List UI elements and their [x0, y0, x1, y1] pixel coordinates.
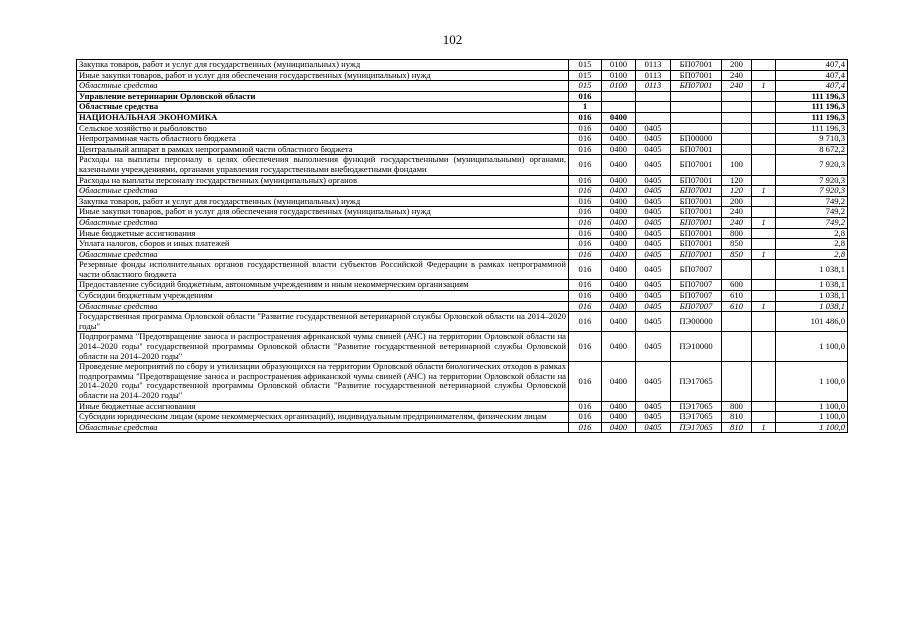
article-code-cell: БП07001 — [671, 81, 722, 92]
amount-cell: 1 100,0 — [776, 362, 848, 401]
section-code-cell: 0400 — [602, 112, 636, 123]
amount-cell: 8 672,2 — [776, 144, 848, 155]
expense-type-cell — [722, 332, 752, 362]
expense-type-cell — [722, 260, 752, 280]
admin-code-cell: 015 — [569, 60, 602, 71]
section-code-cell: 0400 — [602, 260, 636, 280]
funding-source-cell — [752, 196, 776, 207]
table-row — [77, 102, 848, 113]
admin-code-cell: 016 — [569, 249, 602, 260]
article-code-cell: ПЭ17065 — [671, 362, 722, 401]
admin-code-cell: 016 — [569, 422, 602, 433]
subsection-code-cell: 0405 — [636, 249, 671, 260]
table-row — [77, 280, 848, 291]
expense-type-cell — [722, 91, 752, 102]
article-code-cell: БП07001 — [671, 144, 722, 155]
row-name-cell: Областные средства — [77, 301, 569, 312]
admin-code-cell: 016 — [569, 332, 602, 362]
expense-type-cell: 810 — [722, 422, 752, 433]
amount-cell: 111 196,3 — [776, 91, 848, 102]
table-row — [77, 134, 848, 145]
table-row — [77, 291, 848, 302]
article-code-cell: ПЭ00000 — [671, 312, 722, 332]
row-name-cell: Субсидии юридическим лицам (кроме некоммерческих организаций), индивидуальным предпринимателям, физическим лицам — [77, 412, 569, 423]
section-code-cell: 0400 — [602, 332, 636, 362]
admin-code-cell: 016 — [569, 291, 602, 302]
funding-source-cell — [752, 91, 776, 102]
expense-type-cell: 120 — [722, 186, 752, 197]
row-name-cell: Областные средства — [77, 102, 569, 113]
admin-code-cell: 016 — [569, 228, 602, 239]
section-code-cell: 0400 — [602, 412, 636, 423]
subsection-code-cell: 0405 — [636, 312, 671, 332]
subsection-code-cell — [636, 112, 671, 123]
funding-source-cell — [752, 144, 776, 155]
expense-type-cell: 240 — [722, 207, 752, 218]
amount-cell: 1 100,0 — [776, 401, 848, 412]
expense-type-cell: 610 — [722, 291, 752, 302]
article-code-cell: БП07001 — [671, 228, 722, 239]
admin-code-cell: 016 — [569, 280, 602, 291]
subsection-code-cell — [636, 102, 671, 113]
table-row — [77, 60, 848, 71]
table-row — [77, 186, 848, 197]
article-code-cell: БП00000 — [671, 134, 722, 145]
article-code-cell: БП07001 — [671, 249, 722, 260]
amount-cell: 1 100,0 — [776, 412, 848, 423]
subsection-code-cell: 0405 — [636, 123, 671, 134]
section-code-cell: 0400 — [602, 228, 636, 239]
row-name-cell: Центральный аппарат в рамках непрограммной части областного бюджета — [77, 144, 569, 155]
section-code-cell: 0400 — [602, 155, 636, 175]
section-code-cell: 0400 — [602, 144, 636, 155]
subsection-code-cell: 0405 — [636, 301, 671, 312]
funding-source-cell — [752, 332, 776, 362]
table-row — [77, 312, 848, 332]
section-code-cell: 0400 — [602, 196, 636, 207]
expense-type-cell — [722, 144, 752, 155]
row-name-cell: Иные бюджетные ассигнования — [77, 228, 569, 239]
admin-code-cell: 016 — [569, 207, 602, 218]
section-code-cell: 0400 — [602, 291, 636, 302]
funding-source-cell — [752, 134, 776, 145]
table-row — [77, 362, 848, 401]
row-name-cell: Иные бюджетные ассигнования — [77, 401, 569, 412]
table-row — [77, 239, 848, 250]
table-row — [77, 228, 848, 239]
subsection-code-cell: 0405 — [636, 207, 671, 218]
subsection-code-cell: 0405 — [636, 217, 671, 228]
subsection-code-cell: 0405 — [636, 196, 671, 207]
section-code-cell: 0400 — [602, 217, 636, 228]
article-code-cell — [671, 123, 722, 134]
article-code-cell: БП07001 — [671, 60, 722, 71]
subsection-code-cell: 0405 — [636, 144, 671, 155]
article-code-cell: ПЭ17065 — [671, 422, 722, 433]
funding-source-cell — [752, 312, 776, 332]
article-code-cell: БП07001 — [671, 70, 722, 81]
subsection-code-cell: 0405 — [636, 175, 671, 186]
section-code-cell: 0100 — [602, 70, 636, 81]
funding-source-cell — [752, 70, 776, 81]
subsection-code-cell: 0405 — [636, 260, 671, 280]
section-code-cell: 0100 — [602, 81, 636, 92]
amount-cell: 101 486,0 — [776, 312, 848, 332]
subsection-code-cell — [636, 91, 671, 102]
section-code-cell: 0400 — [602, 249, 636, 260]
funding-source-cell — [752, 228, 776, 239]
expense-type-cell: 600 — [722, 280, 752, 291]
amount-cell: 111 196,3 — [776, 123, 848, 134]
amount-cell: 1 038,1 — [776, 260, 848, 280]
admin-code-cell: 016 — [569, 155, 602, 175]
table-row — [77, 112, 848, 123]
funding-source-cell — [752, 155, 776, 175]
amount-cell: 407,4 — [776, 60, 848, 71]
subsection-code-cell: 0405 — [636, 332, 671, 362]
subsection-code-cell: 0113 — [636, 60, 671, 71]
table-row — [77, 401, 848, 412]
amount-cell: 9 710,3 — [776, 134, 848, 145]
row-name-cell: Предоставление субсидий бюджетным, автономным учреждениям и иным некоммерческим организациям — [77, 280, 569, 291]
funding-source-cell: 1 — [752, 301, 776, 312]
amount-cell: 1 038,1 — [776, 291, 848, 302]
section-code-cell — [602, 102, 636, 113]
admin-code-cell: 015 — [569, 70, 602, 81]
section-code-cell: 0400 — [602, 207, 636, 218]
admin-code-cell: 016 — [569, 112, 602, 123]
row-name-cell: Иные закупки товаров, работ и услуг для обеспечения государственных (муниципальных) нужд — [77, 70, 569, 81]
funding-source-cell: 1 — [752, 422, 776, 433]
table-row — [77, 332, 848, 362]
table-row — [77, 249, 848, 260]
row-name-cell: Непрограммная часть областного бюджета — [77, 134, 569, 145]
expense-type-cell — [722, 102, 752, 113]
section-code-cell: 0400 — [602, 123, 636, 134]
section-code-cell: 0400 — [602, 175, 636, 186]
section-code-cell: 0400 — [602, 401, 636, 412]
section-code-cell: 0400 — [602, 312, 636, 332]
article-code-cell: БП07007 — [671, 280, 722, 291]
row-name-cell: Государственная программа Орловской области "Развитие государственной ветеринарной службы Орловской области на 2014–2020 годы" — [77, 312, 569, 332]
amount-cell: 1 100,0 — [776, 422, 848, 433]
amount-cell: 111 196,3 — [776, 102, 848, 113]
expense-type-cell: 100 — [722, 155, 752, 175]
article-code-cell: ПЭ10000 — [671, 332, 722, 362]
row-name-cell: Подпрограмма "Предотвращение заноса и распространения африканской чумы свиней (АЧС) на территории Орловской области на 2014–2020 годы" государственной программы Орловской области "Развитие государственной ветеринарной службы Орловской области на 2014–2020 годы" — [77, 332, 569, 362]
amount-cell: 1 038,1 — [776, 280, 848, 291]
admin-code-cell: 016 — [569, 91, 602, 102]
row-name-cell: Уплата налогов, сборов и иных платежей — [77, 239, 569, 250]
table-row — [77, 422, 848, 433]
expense-type-cell: 800 — [722, 401, 752, 412]
funding-source-cell: 1 — [752, 186, 776, 197]
row-name-cell: Сельское хозяйство и рыболовство — [77, 123, 569, 134]
subsection-code-cell: 0113 — [636, 70, 671, 81]
budget-table — [76, 59, 848, 433]
expense-type-cell: 810 — [722, 412, 752, 423]
section-code-cell — [602, 91, 636, 102]
article-code-cell: БП07007 — [671, 260, 722, 280]
table-row — [77, 260, 848, 280]
row-name-cell: Резервные фонды исполнительных органов государственной власти субъектов Российской Федерации в рамках непрограммной части областного бюджета — [77, 260, 569, 280]
admin-code-cell: 016 — [569, 239, 602, 250]
row-name-cell: Закупка товаров, работ и услуг для государственных (муниципальных) нужд — [77, 60, 569, 71]
row-name-cell: Областные средства — [77, 249, 569, 260]
admin-code-cell: 016 — [569, 144, 602, 155]
amount-cell: 749,2 — [776, 217, 848, 228]
expense-type-cell: 850 — [722, 239, 752, 250]
expense-type-cell: 800 — [722, 228, 752, 239]
expense-type-cell: 200 — [722, 60, 752, 71]
subsection-code-cell: 0405 — [636, 228, 671, 239]
article-code-cell: БП07007 — [671, 301, 722, 312]
admin-code-cell: 016 — [569, 362, 602, 401]
row-name-cell: Иные закупки товаров, работ и услуг для обеспечения государственных (муниципальных) нужд — [77, 207, 569, 218]
funding-source-cell — [752, 112, 776, 123]
table-row — [77, 70, 848, 81]
funding-source-cell — [752, 260, 776, 280]
row-name-cell: Областные средства — [77, 81, 569, 92]
funding-source-cell — [752, 412, 776, 423]
funding-source-cell — [752, 280, 776, 291]
admin-code-cell: 016 — [569, 312, 602, 332]
amount-cell: 1 100,0 — [776, 332, 848, 362]
row-name-cell: Областные средства — [77, 186, 569, 197]
article-code-cell: БП07001 — [671, 186, 722, 197]
table-row — [77, 412, 848, 423]
subsection-code-cell: 0405 — [636, 362, 671, 401]
subsection-code-cell: 0405 — [636, 422, 671, 433]
expense-type-cell — [722, 362, 752, 401]
row-name-cell: Расходы на выплаты персоналу государственных (муниципальных) органов — [77, 175, 569, 186]
funding-source-cell: 1 — [752, 81, 776, 92]
subsection-code-cell: 0405 — [636, 186, 671, 197]
amount-cell: 2,8 — [776, 228, 848, 239]
subsection-code-cell: 0405 — [636, 291, 671, 302]
expense-type-cell: 610 — [722, 301, 752, 312]
amount-cell: 407,4 — [776, 81, 848, 92]
expense-type-cell — [722, 312, 752, 332]
section-code-cell: 0400 — [602, 186, 636, 197]
page-number: 102 — [442, 32, 463, 47]
subsection-code-cell: 0405 — [636, 134, 671, 145]
admin-code-cell: 016 — [569, 217, 602, 228]
article-code-cell: БП07001 — [671, 155, 722, 175]
section-code-cell: 0100 — [602, 60, 636, 71]
expense-type-cell: 200 — [722, 196, 752, 207]
amount-cell: 7 920,3 — [776, 186, 848, 197]
funding-source-cell — [752, 291, 776, 302]
table-row — [77, 207, 848, 218]
funding-source-cell — [752, 207, 776, 218]
amount-cell: 407,4 — [776, 70, 848, 81]
funding-source-cell — [752, 60, 776, 71]
subsection-code-cell: 0405 — [636, 412, 671, 423]
subsection-code-cell: 0405 — [636, 401, 671, 412]
amount-cell: 2,8 — [776, 239, 848, 250]
article-code-cell — [671, 91, 722, 102]
expense-type-cell: 240 — [722, 81, 752, 92]
expense-type-cell — [722, 123, 752, 134]
funding-source-cell — [752, 362, 776, 401]
table-row — [77, 155, 848, 175]
funding-source-cell — [752, 239, 776, 250]
expense-type-cell: 240 — [722, 70, 752, 81]
funding-source-cell: 1 — [752, 217, 776, 228]
row-name-cell: Управление ветеринарии Орловской области — [77, 91, 569, 102]
expense-type-cell — [722, 112, 752, 123]
amount-cell: 749,2 — [776, 207, 848, 218]
article-code-cell: ПЭ17065 — [671, 401, 722, 412]
funding-source-cell — [752, 102, 776, 113]
section-code-cell: 0400 — [602, 134, 636, 145]
article-code-cell: БП07001 — [671, 239, 722, 250]
funding-source-cell: 1 — [752, 249, 776, 260]
admin-code-cell: 015 — [569, 81, 602, 92]
subsection-code-cell: 0405 — [636, 239, 671, 250]
section-code-cell: 0400 — [602, 362, 636, 401]
subsection-code-cell: 0405 — [636, 280, 671, 291]
section-code-cell: 0400 — [602, 239, 636, 250]
expense-type-cell — [722, 134, 752, 145]
amount-cell: 7 920,3 — [776, 175, 848, 186]
admin-code-cell: 016 — [569, 175, 602, 186]
table-row — [77, 123, 848, 134]
table-row — [77, 196, 848, 207]
table-row — [77, 91, 848, 102]
section-code-cell: 0400 — [602, 280, 636, 291]
funding-source-cell — [752, 175, 776, 186]
table-row — [77, 301, 848, 312]
funding-source-cell — [752, 123, 776, 134]
budget-table-body — [77, 60, 848, 433]
article-code-cell: БП07001 — [671, 207, 722, 218]
admin-code-cell: 016 — [569, 412, 602, 423]
amount-cell: 749,2 — [776, 196, 848, 207]
amount-cell: 1 038,1 — [776, 301, 848, 312]
admin-code-cell: 016 — [569, 123, 602, 134]
article-code-cell: БП07001 — [671, 196, 722, 207]
amount-cell: 111 196,3 — [776, 112, 848, 123]
row-name-cell: Областные средства — [77, 217, 569, 228]
admin-code-cell: 016 — [569, 196, 602, 207]
expense-type-cell: 120 — [722, 175, 752, 186]
expense-type-cell: 850 — [722, 249, 752, 260]
row-name-cell: Закупка товаров, работ и услуг для государственных (муниципальных) нужд — [77, 196, 569, 207]
subsection-code-cell: 0405 — [636, 155, 671, 175]
article-code-cell: БП07001 — [671, 175, 722, 186]
article-code-cell: БП07001 — [671, 217, 722, 228]
row-name-cell: Областные средства — [77, 422, 569, 433]
subsection-code-cell: 0113 — [636, 81, 671, 92]
table-row — [77, 144, 848, 155]
article-code-cell — [671, 102, 722, 113]
admin-code-cell: 016 — [569, 401, 602, 412]
row-name-cell: Расходы на выплаты персоналу в целях обеспечения выполнения функций государственными (муниципальными) органами, казенными учреждениями, органами управления государственными внебюджетными фондами — [77, 155, 569, 175]
row-name-cell: НАЦИОНАЛЬНАЯ ЭКОНОМИКА — [77, 112, 569, 123]
section-code-cell: 0400 — [602, 301, 636, 312]
expense-type-cell: 240 — [722, 217, 752, 228]
funding-source-cell — [752, 401, 776, 412]
row-name-cell: Субсидии бюджетным учреждениям — [77, 291, 569, 302]
admin-code-cell: 016 — [569, 186, 602, 197]
article-code-cell: БП07007 — [671, 291, 722, 302]
article-code-cell — [671, 112, 722, 123]
amount-cell: 7 920,3 — [776, 155, 848, 175]
admin-code-cell: 016 — [569, 134, 602, 145]
admin-code-cell: 016 — [569, 301, 602, 312]
table-row — [77, 217, 848, 228]
admin-code-cell: 1 — [569, 102, 602, 113]
amount-cell: 2,8 — [776, 249, 848, 260]
row-name-cell: Проведение мероприятий по сбору и утилизации образующихся на территории Орловской области биологических отходов в рамках подпрограммы "Предотвращение заноса и распространения африканской чумы свиней (АЧС) на территории Орловской области на 2014–2020 годы" государственной программы Орловской области "Развитие государственной ветеринарной службы Орловской области на 2014–2020 годы" — [77, 362, 569, 401]
section-code-cell: 0400 — [602, 422, 636, 433]
table-row — [77, 175, 848, 186]
table-row — [77, 81, 848, 92]
article-code-cell: ПЭ17065 — [671, 412, 722, 423]
admin-code-cell: 016 — [569, 260, 602, 280]
